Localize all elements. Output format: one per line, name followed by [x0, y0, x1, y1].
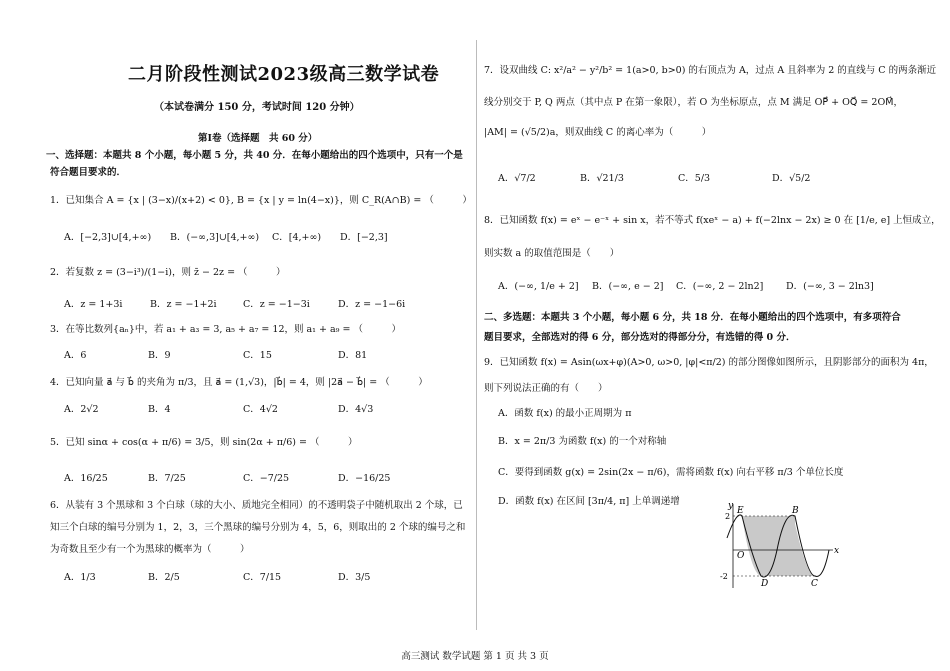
q3-option-d: D．81	[338, 350, 368, 361]
q2-option-b: B．z = −1+2i	[150, 299, 217, 310]
label-y: y	[728, 501, 734, 511]
q4-option-b: B．4	[148, 404, 171, 415]
section2-line2: 题目要求，全部选对的得 6 分，部分选对的得部分分，有选错的得 0 分．	[484, 332, 796, 343]
q4-option-c: C．4√2	[243, 404, 278, 415]
q1-option-d: D．[−2,3]	[340, 232, 388, 243]
q5-option-b: B．7/25	[148, 473, 186, 484]
q5-text: 5．已知 sinα + cos(α + π/6) = 3/5，则 sin(2α + π/6) = （ ）	[50, 437, 358, 448]
q4-text: 4．已知向量 a⃗ 与 b⃗ 的夹角为 π/3，且 a⃗ = (1,√3)，|b⃗| = 4，则 |2a⃗ − b⃗| = （ ）	[50, 377, 428, 388]
q9-option-c: C．要得到函数 g(x) = 2sin(2x − π/6)，需将函数 f(x) 向右平移 π/3 个单位长度	[498, 467, 844, 478]
q2-option-a: A．z = 1+3i	[64, 299, 123, 310]
column-divider	[476, 40, 477, 630]
section1-line2: 符合题目要求的．	[50, 167, 127, 178]
q7-line1: 7．设双曲线 C: x²/a² − y²/b² = 1(a>0, b>0) 的右顶点为 A，过点 A 且斜率为 2 的直线与 C 的两条渐近	[484, 65, 937, 76]
page-title: 二月阶段性测试2023级高三数学试卷	[128, 64, 440, 85]
q9-option-a: A．函数 f(x) 的最小正周期为 π	[498, 408, 632, 419]
q3-text: 3．在等比数列{aₙ}中，若 a₁ + a₃ = 3, a₅ + a₇ = 12，则 a₁ + a₉ = （ ）	[50, 324, 401, 335]
q9-line1: 9．已知函数 f(x) = Asin(ωx+φ)(A>0, ω>0, |φ|<π/2) 的部分图像如图所示，且阴影部分的面积为 4π，	[484, 357, 934, 368]
label-x: x	[834, 546, 840, 556]
q8-line2: 则实数 a 的取值范围是（ ）	[484, 248, 620, 259]
q2-option-c: C．z = −1−3i	[243, 299, 310, 310]
q6-option-c: C．7/15	[243, 572, 282, 583]
label-e: E	[737, 506, 744, 516]
q5-option-d: D．−16/25	[338, 473, 391, 484]
q9-option-b: B．x = 2π/3 为函数 f(x) 的一个对称轴	[498, 436, 667, 447]
q1-option-a: A．[−2,3]∪[4,+∞)	[64, 232, 152, 243]
label-c: C	[811, 579, 818, 589]
label-d: D	[761, 579, 769, 589]
part1-heading: 第Ⅰ卷（选择题 共 60 分）	[198, 133, 318, 144]
q7-option-d: D．√5/2	[772, 173, 811, 184]
q8-option-b: B．(−∞, e − 2]	[592, 281, 664, 292]
q4-option-d: D．4√3	[338, 404, 374, 415]
section2-line1: 二、多选题：本题共 3 个小题，每小题 6 分，共 18 分．在每小题给出的四个选项中，有多项符合	[484, 312, 901, 323]
q2-text: 2．若复数 z = (3−i³)/(1−i)，则 z̄ − 2z = （ ）	[50, 267, 286, 278]
q3-option-c: C．15	[243, 350, 272, 361]
q1-option-c: C．[4,+∞)	[272, 232, 322, 243]
label-2: 2	[725, 512, 731, 521]
q7-option-c: C．5/3	[678, 173, 711, 184]
label-b: B	[792, 506, 799, 516]
q2-option-d: D．z = −1−6i	[338, 299, 406, 310]
page-footer: 高三测试 数学试题 第 1 页 共 3 页	[401, 651, 549, 662]
q6-option-b: B．2/5	[148, 572, 180, 583]
label-o: O	[737, 551, 745, 561]
q9-function-graph	[715, 500, 845, 592]
q3-option-b: B．9	[148, 350, 171, 361]
q9-option-d: D．函数 f(x) 在区间 [3π/4, π] 上单调递增	[498, 496, 680, 507]
q8-option-a: A．(−∞, 1/e + 2]	[498, 281, 579, 292]
q6-line1: 6．从装有 3 个黑球和 3 个白球（球的大小、质地完全相同）的不透明袋子中随机取出 2 个球，已	[50, 500, 463, 511]
q6-option-d: D．3/5	[338, 572, 371, 583]
q5-option-a: A．16/25	[64, 473, 108, 484]
q7-option-a: A．√7/2	[498, 173, 536, 184]
q6-option-a: A．1/3	[64, 572, 96, 583]
q4-option-a: A．2√2	[64, 404, 99, 415]
q1-option-b: B．(−∞,3]∪[4,+∞)	[170, 232, 260, 243]
subtitle: （本试卷满分 150 分，考试时间 120 分钟）	[154, 102, 360, 113]
q7-line3: |AM| = (√5/2)a，则双曲线 C 的离心率为（ ）	[484, 127, 712, 138]
q8-line1: 8．已知函数 f(x) = eˣ − e⁻ˣ + sin x，若不等式 f(xeˣ − a) + f(−2lnx − 2x) ≥ 0 在 [1/e, e] 上恒成立，	[484, 215, 941, 226]
q7-option-b: B．√21/3	[580, 173, 624, 184]
section1-line1: 一、选择题：本题共 8 个小题，每小题 5 分，共 40 分．在每小题给出的四个选项中，只有一个是	[46, 150, 463, 161]
q6-line2: 知三个白球的编号分别为 1，2，3，三个黑球的编号分别为 4，5，6，则取出的 2 个球的编号之和	[50, 522, 466, 533]
q8-option-d: D．(−∞, 3 − 2ln3]	[786, 281, 874, 292]
label-neg2: -2	[720, 572, 728, 581]
q1-text: 1．已知集合 A = {x | (3−x)/(x+2) < 0}, B = {x | y = ln(4−x)}，则 C_R(A∩B) = （ ）	[50, 195, 472, 206]
q8-option-c: C．(−∞, 2 − 2ln2]	[676, 281, 764, 292]
q9-line2: 则下列说法正确的有（ ）	[484, 383, 608, 394]
q5-option-c: C．−7/25	[243, 473, 290, 484]
shaded-region	[742, 516, 815, 576]
q3-option-a: A．6	[64, 350, 87, 361]
q7-line2: 线分别交于 P, Q 两点（其中点 P 在第一象限），若 O 为坐标原点，点 M 满足 OP⃗ + OQ⃗ = 2OM⃗，	[484, 97, 903, 108]
q6-line3: 为奇数且至少有一个为黑球的概率为（ ）	[50, 544, 250, 555]
